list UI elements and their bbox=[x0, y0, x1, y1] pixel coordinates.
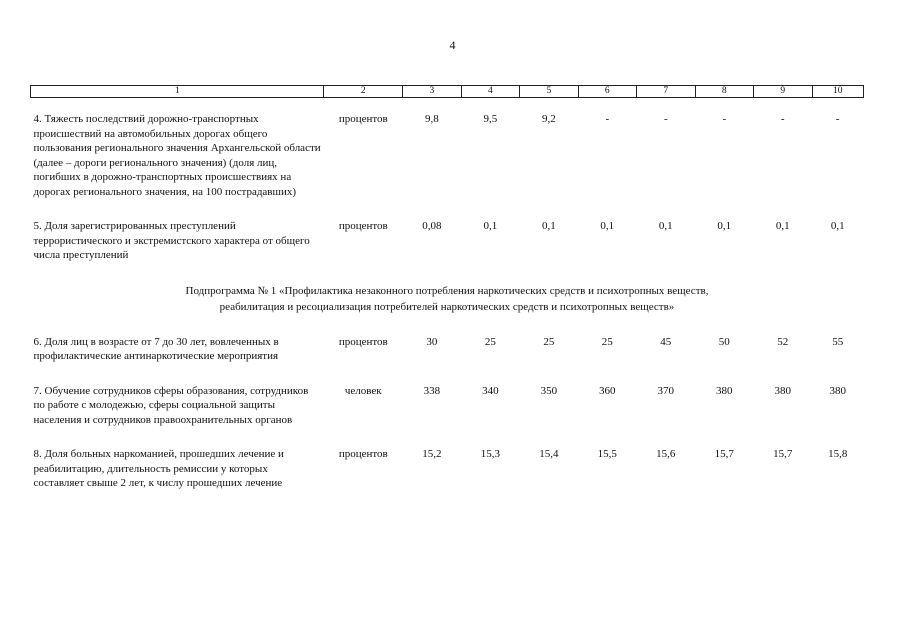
indicator-value: 370 bbox=[657, 384, 675, 397]
indicator-name: 8. Доля больных наркоманией, прошедших лечение и реабилитацию, длительность ремиссии у которых составляет свыше 2 лет, к числу прошедших лечение bbox=[33, 448, 284, 489]
indicator-value: 9,5 bbox=[483, 113, 498, 125]
indicator-unit: человек bbox=[344, 384, 382, 397]
indicator-value: 15,7 bbox=[773, 448, 793, 460]
indicator-value: 30 bbox=[426, 335, 438, 348]
indicator-unit: процентов bbox=[338, 335, 388, 348]
indicator-unit: процентов bbox=[338, 113, 388, 125]
indicator-unit: процентов bbox=[338, 448, 388, 460]
column-number: 5 bbox=[520, 86, 578, 98]
subprogram-heading bbox=[31, 283, 864, 315]
column-number-row bbox=[31, 86, 864, 98]
indicator-value: 0,1 bbox=[541, 220, 556, 232]
column-number: 2 bbox=[324, 86, 403, 98]
indicator-value: 360 bbox=[599, 384, 616, 397]
indicator-value: 55 bbox=[832, 335, 844, 348]
indicator-value: 15,4 bbox=[539, 448, 559, 460]
indicator-unit: процентов bbox=[338, 220, 388, 232]
indicator-row bbox=[31, 384, 864, 428]
indicators-table bbox=[30, 85, 864, 491]
indicator-value: 0,1 bbox=[830, 220, 845, 232]
indicator-value: 25 bbox=[543, 335, 555, 348]
indicator-value: 380 bbox=[716, 384, 733, 397]
indicator-row bbox=[31, 219, 864, 263]
indicator-value: - bbox=[605, 113, 610, 125]
column-number: 10 bbox=[812, 86, 864, 98]
indicator-name: 4. Тяжесть последствий дорожно-транспортных происшествий на автомобильных дорогах общего пользования регионального значения Архангельской области (далее – дороги регионального значения) (доля лиц, погибших в дорожно-транспортных происшествиях на дорогах регионального значения, на 100 пострадавших) bbox=[33, 113, 321, 198]
indicator-value: 380 bbox=[774, 384, 791, 397]
indicator-value: 340 bbox=[482, 384, 499, 397]
indicator-value: 9,2 bbox=[541, 113, 556, 125]
column-number: 3 bbox=[403, 86, 461, 98]
indicator-name: 6. Доля лиц в возрасте от 7 до 30 лет, вовлеченных в профилактические антинаркотические мероприятия bbox=[33, 335, 279, 362]
column-number: 8 bbox=[695, 86, 753, 98]
column-number: 6 bbox=[578, 86, 636, 98]
indicator-row bbox=[31, 335, 864, 364]
indicator-value: 0,1 bbox=[483, 220, 498, 232]
indicator-value: 15,8 bbox=[828, 448, 848, 460]
subprogram-title-line-2: реабилитация и ресоциализация потребителей наркотических средств и психотропных веществ» bbox=[219, 300, 675, 313]
indicator-value: 0,1 bbox=[600, 220, 615, 232]
indicator-row bbox=[31, 447, 864, 491]
indicator-value: 25 bbox=[484, 335, 496, 348]
indicator-value: - bbox=[722, 113, 727, 125]
indicator-value: - bbox=[780, 113, 785, 125]
column-number: 9 bbox=[754, 86, 812, 98]
indicator-value: 0,08 bbox=[422, 220, 442, 232]
indicator-name: 5. Доля зарегистрированных преступлений террористического и экстремистского характера от общего числа преступлений bbox=[33, 220, 310, 261]
indicator-value: 338 bbox=[423, 384, 441, 397]
indicator-value: 9,8 bbox=[424, 113, 439, 125]
page-number: 4 bbox=[449, 38, 456, 52]
indicator-value: 0,1 bbox=[658, 220, 673, 232]
indicator-name: 7. Обучение сотрудников сферы образования, сотрудников по работе с молодежью, сферы социальной защиты населения и сотрудников правоохранительных органов bbox=[33, 384, 309, 426]
column-number: 1 bbox=[31, 86, 324, 98]
indicator-value: 350 bbox=[540, 384, 558, 397]
indicator-value: 25 bbox=[601, 335, 613, 348]
indicator-value: - bbox=[835, 113, 840, 125]
indicator-value: 15,6 bbox=[656, 448, 676, 460]
indicator-value: 15,3 bbox=[480, 448, 500, 460]
indicator-value: - bbox=[663, 113, 668, 125]
column-number: 4 bbox=[461, 86, 519, 98]
column-number: 7 bbox=[637, 86, 695, 98]
indicator-value: 0,1 bbox=[775, 220, 790, 232]
indicator-value: 45 bbox=[660, 335, 672, 348]
indicator-value: 50 bbox=[718, 335, 730, 348]
indicator-value: 15,7 bbox=[714, 448, 734, 460]
indicator-value: 52 bbox=[777, 335, 789, 348]
indicator-value: 380 bbox=[829, 384, 846, 397]
subprogram-title-line-1: Подпрограмма № 1 «Профилактика незаконного потребления наркотических средств и психотропных веществ, bbox=[185, 284, 709, 297]
indicator-row bbox=[31, 112, 864, 199]
indicator-value: 0,1 bbox=[717, 220, 732, 232]
indicator-value: 15,5 bbox=[597, 448, 617, 460]
indicator-value: 15,2 bbox=[422, 448, 442, 460]
